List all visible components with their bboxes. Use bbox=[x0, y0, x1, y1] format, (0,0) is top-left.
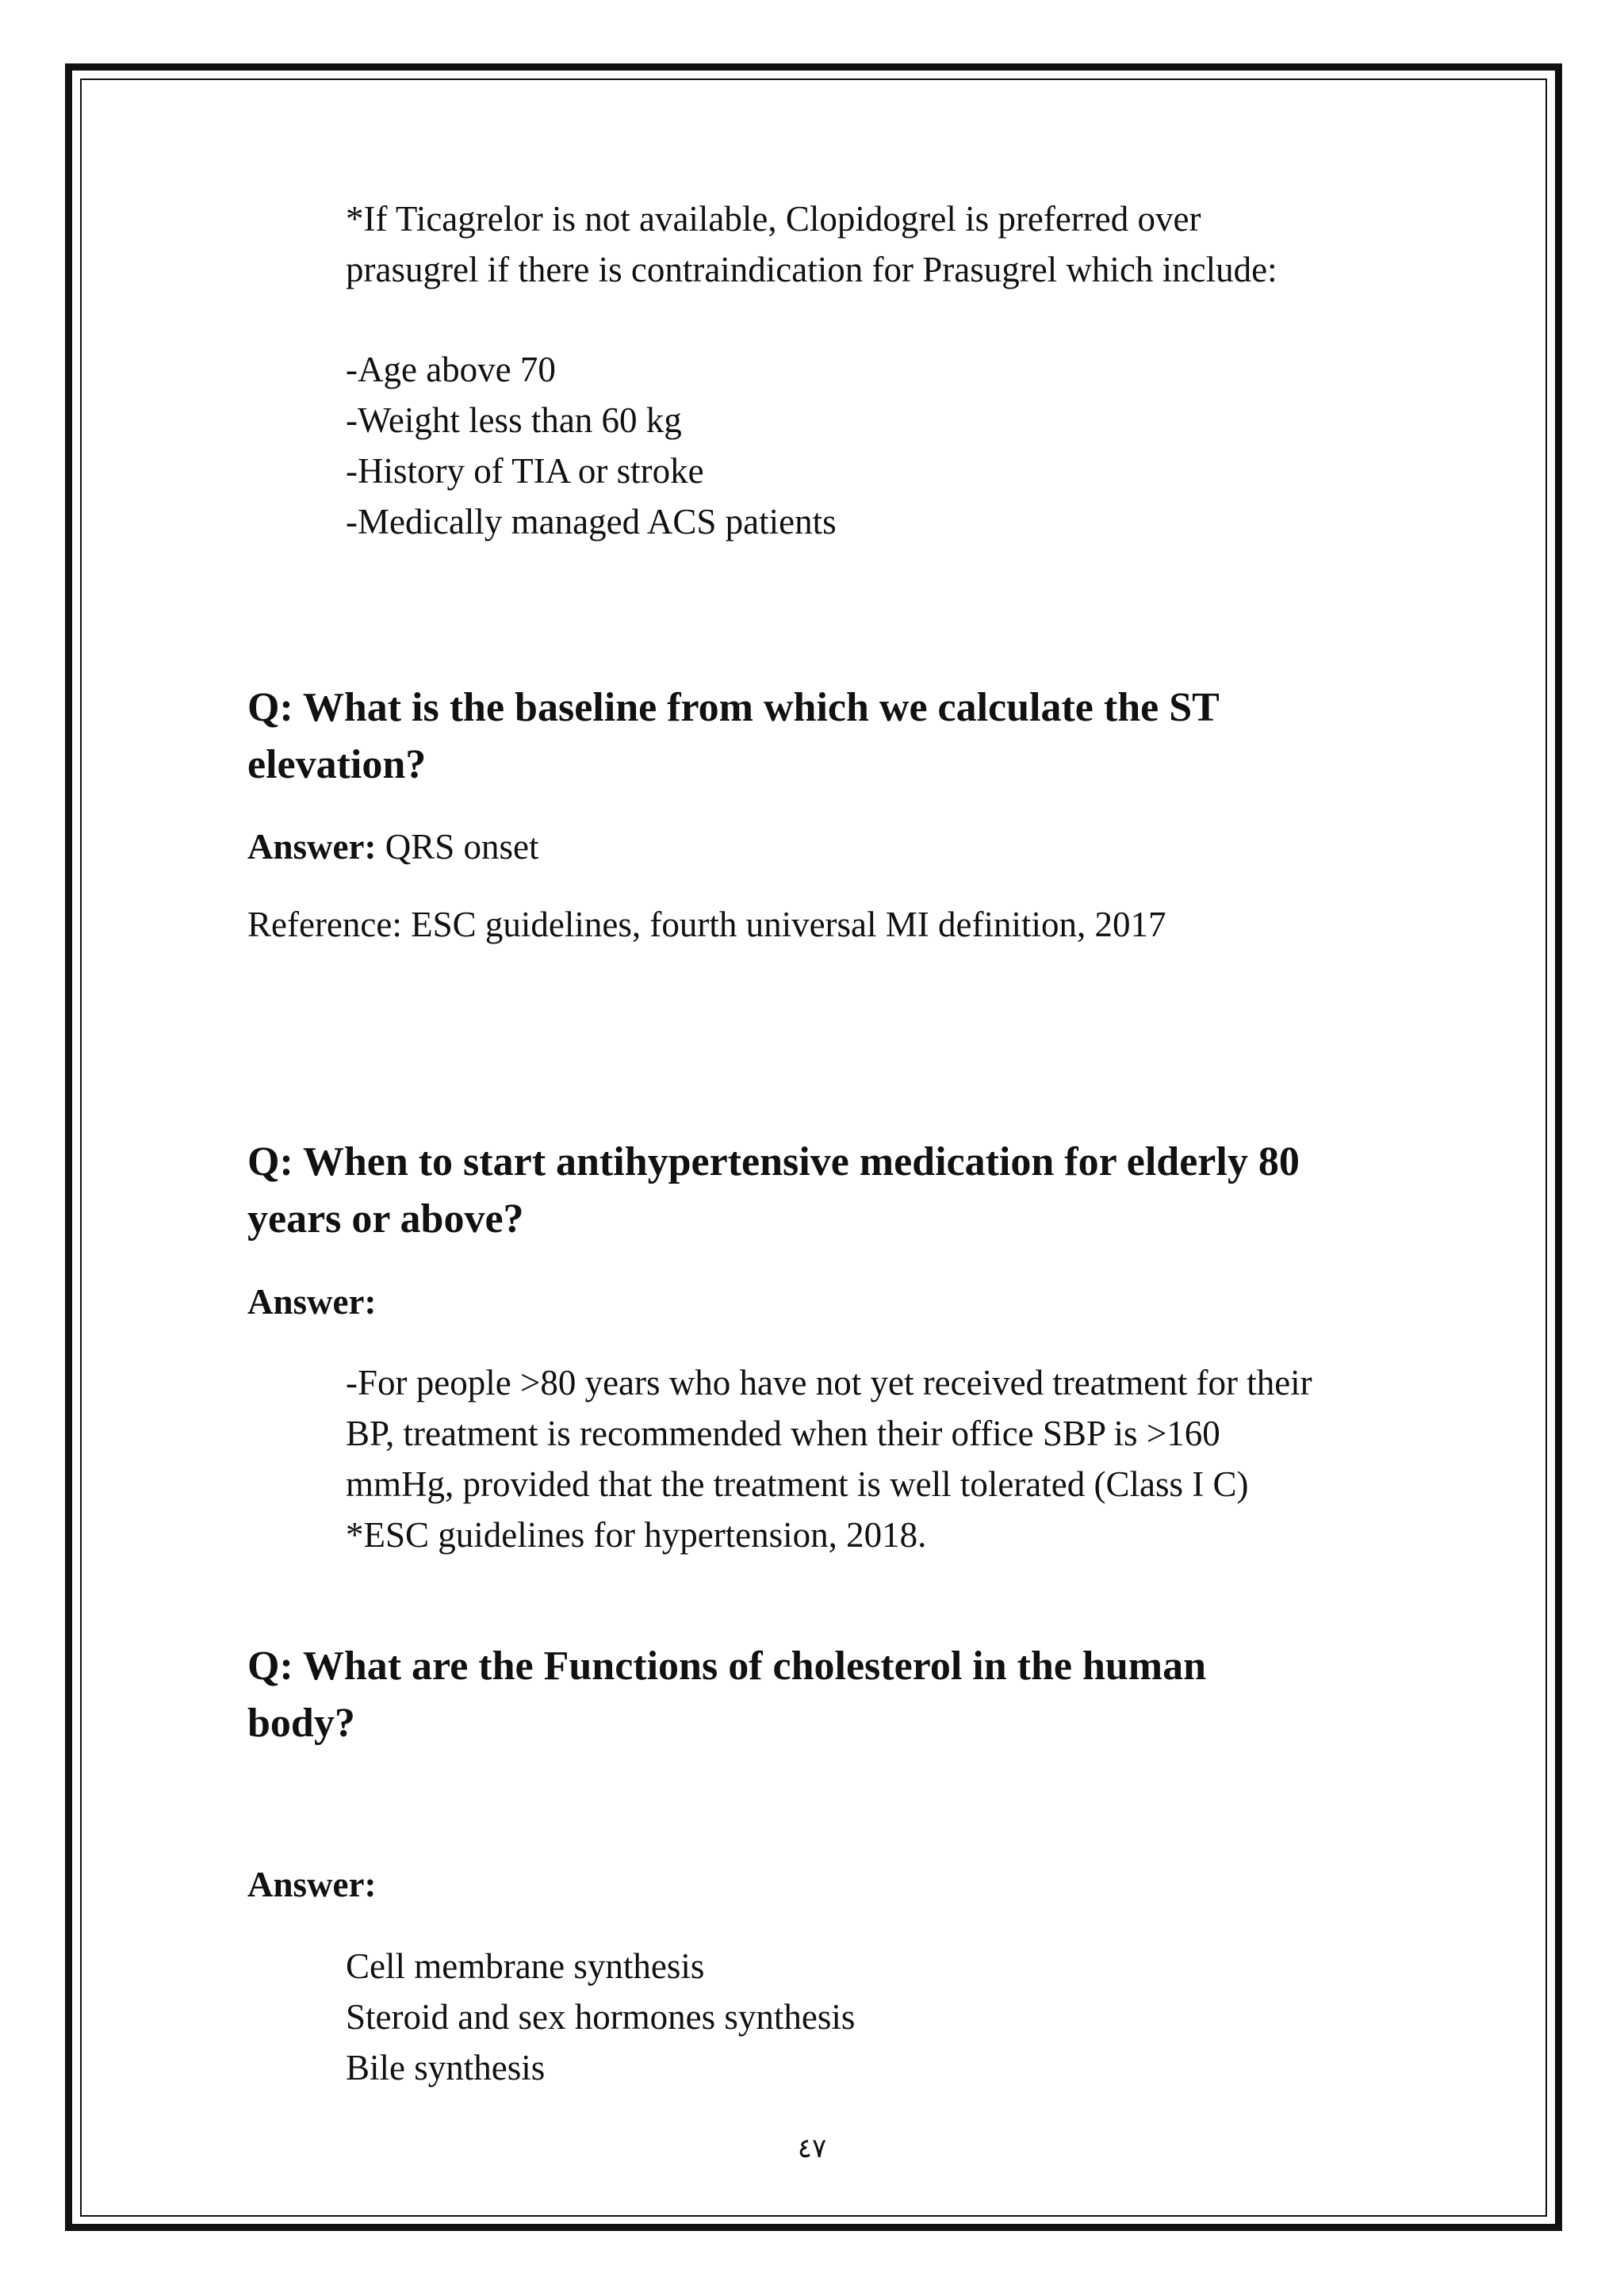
contraindication-item: -History of TIA or stroke bbox=[346, 451, 704, 491]
question-3-answer-label: Answer: bbox=[247, 1865, 377, 1904]
question-2-answer-line: BP, treatment is recommended when their office SBP is >160 bbox=[346, 1414, 1220, 1453]
question-1-answer bbox=[247, 821, 539, 872]
contraindication-item: -Age above 70 bbox=[346, 350, 556, 389]
question-1-heading-line-1: Q: What is the baseline from which we calculate the ST bbox=[247, 685, 1220, 730]
question-3-heading-line-1: Q: What are the Functions of cholesterol in the human bbox=[247, 1644, 1207, 1689]
question-1-reference: Reference: ESC guidelines, fourth universal MI definition, 2017 bbox=[247, 905, 1166, 944]
question-2-answer-line: *ESC guidelines for hypertension, 2018. bbox=[346, 1515, 927, 1555]
question-3-heading-line-2: body? bbox=[247, 1701, 355, 1746]
intro-line-2: prasugrel if there is contraindication for Prasugrel which include: bbox=[346, 250, 1277, 289]
question-2-answer-line: -For people >80 years who have not yet received treatment for their bbox=[346, 1363, 1312, 1402]
answer-label: Answer: bbox=[247, 827, 377, 867]
question-2-heading-line-1: Q: When to start antihypertensive medication for elderly 80 bbox=[247, 1139, 1300, 1184]
question-3-answer-line: Cell membrane synthesis bbox=[346, 1946, 705, 1986]
question-2-heading-line-2: years or above? bbox=[247, 1196, 524, 1242]
question-3-answer-line: Bile synthesis bbox=[346, 2048, 546, 2087]
intro-line-1: *If Ticagrelor is not available, Clopidogrel is preferred over bbox=[346, 199, 1201, 239]
question-1-heading-line-2: elevation? bbox=[247, 742, 427, 787]
contraindication-item: -Weight less than 60 kg bbox=[346, 400, 682, 440]
question-2-answer-line: mmHg, provided that the treatment is well tolerated (Class I C) bbox=[346, 1464, 1249, 1504]
contraindication-item: -Medically managed ACS patients bbox=[346, 502, 837, 541]
page-number: ٤٧ bbox=[797, 2133, 827, 2164]
question-3-answer-line: Steroid and sex hormones synthesis bbox=[346, 1997, 856, 2037]
question-2-answer-label: Answer: bbox=[247, 1282, 377, 1322]
answer-text: QRS onset bbox=[376, 827, 539, 867]
